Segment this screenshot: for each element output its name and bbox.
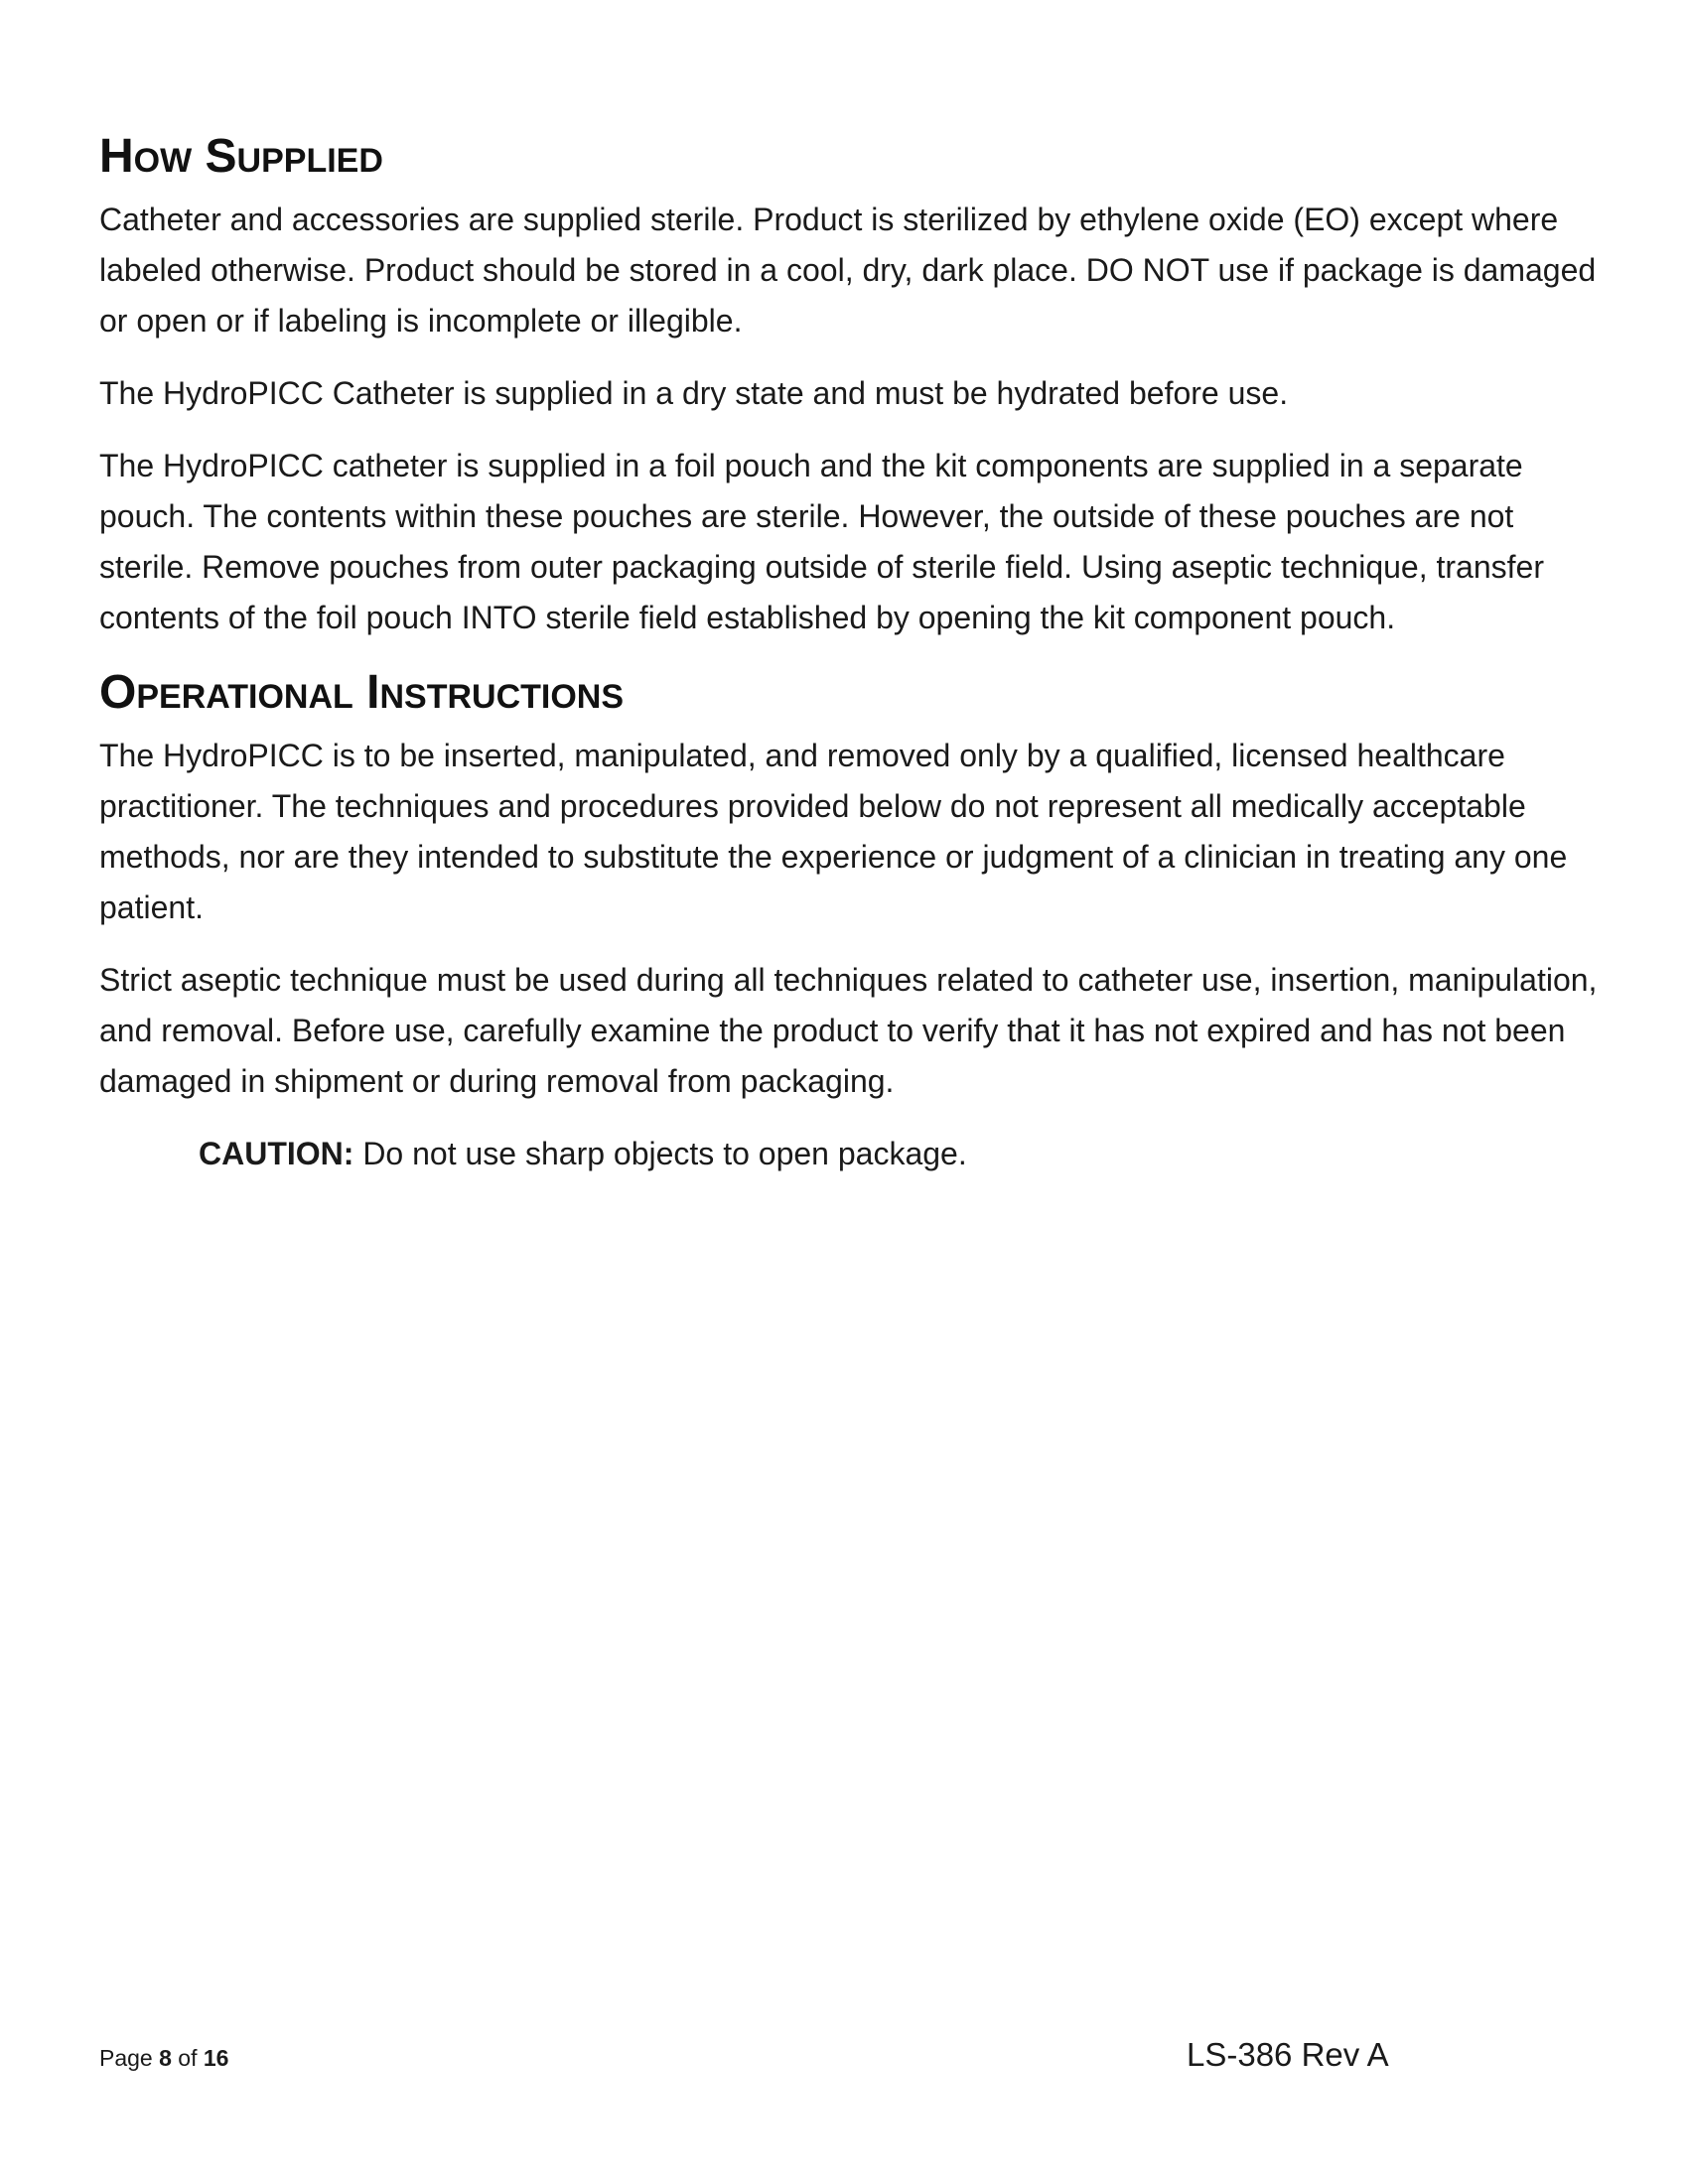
paragraph: The HydroPICC catheter is supplied in a foil pouch and the kit components are supplied in a separate pouch. The contents within these pouches are sterile. However, the outside of these pouches are not sterile. Remove pouches from outer packaging outside of sterile field. Using aseptic technique, transfer contents of the foil pouch INTO sterile field established by opening the kit component pouch.: [99, 448, 1544, 635]
document-code: LS-386 Rev A: [1187, 2036, 1389, 2073]
paragraph: The HydroPICC is to be inserted, manipulated, and removed only by a qualified, licensed healthcare practitioner. The techniques and procedures provided below do not represent all medically acceptable methods, nor are they intended to substitute the experience or judgment of a clinician in treating any one patient.: [99, 738, 1568, 925]
page-footer: [99, 2035, 1390, 2075]
section-operational-instructions: [99, 665, 1609, 1179]
section-how-supplied: [99, 129, 1609, 643]
caution-note: [99, 1129, 1609, 1179]
page-total: 16: [203, 2045, 229, 2071]
caution-label: CAUTION:: [199, 1136, 354, 1171]
section-heading-how-supplied: How Supplied: [99, 130, 383, 183]
paragraph: Catheter and accessories are supplied sterile. Product is sterilized by ethylene oxide (EO) except where labeled otherwise. Product should be stored in a cool, dry, dark place. DO NOT use if package is damaged or open or if labeling is incomplete or illegible.: [99, 202, 1597, 339]
paragraph: Strict aseptic technique must be used during all techniques related to catheter use, insertion, manipulation, and removal. Before use, carefully examine the product to verify that it has not expired and has not been damaged in shipment or during removal from packaging.: [99, 962, 1598, 1099]
page-content: [99, 129, 1609, 1179]
paragraph: The HydroPICC Catheter is supplied in a dry state and must be hydrated before use.: [99, 375, 1289, 411]
page-current: 8: [159, 2045, 172, 2071]
page-number: [99, 2043, 228, 2073]
page-of: of: [171, 2045, 204, 2071]
caution-text: Do not use sharp objects to open package.: [353, 1136, 967, 1171]
page-prefix: Page: [99, 2045, 160, 2071]
section-heading-operational-instructions: Operational Instructions: [99, 666, 625, 719]
